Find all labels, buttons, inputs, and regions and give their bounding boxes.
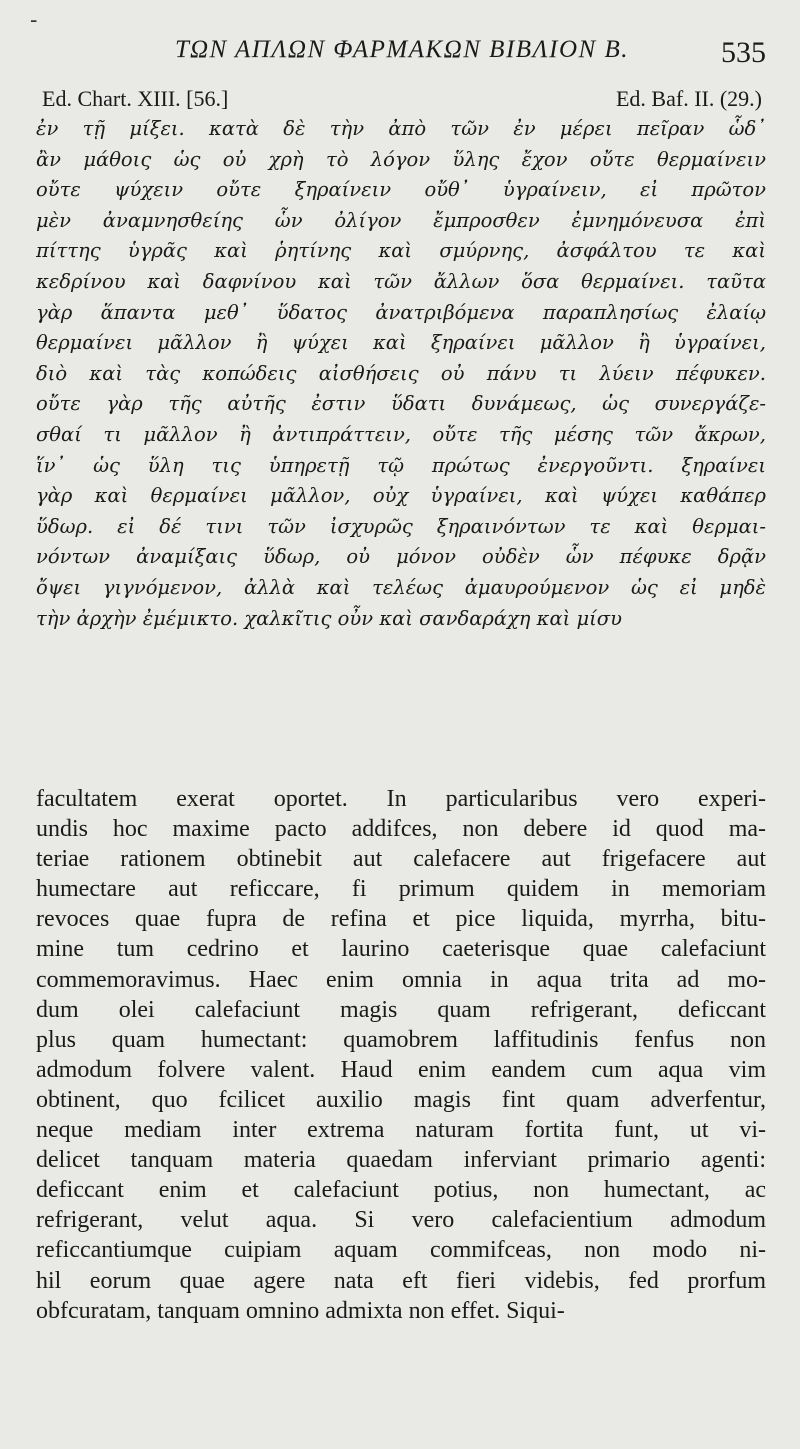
greek-text-line: οὔτε γὰρ τῆς αὐτῆς ἐστιν ὕδατι δυνάμεως, ὡς συνεργάζε- — [36, 392, 766, 416]
latin-text-line: hil eorum quae agere nata eft fieri videbis, fed prorfum — [36, 1267, 766, 1294]
latin-text-line: admodum folvere valent. Haud enim eandem cum aqua vim — [36, 1056, 766, 1083]
running-title: ΤΩΝ ΑΠΛΩΝ ΦΑΡΜΑΚΩΝ ΒΙΒΛΙΟΝ Β. — [175, 36, 629, 63]
latin-text-line: plus quam humectant: quamobrem laffitudinis fenfus non — [36, 1026, 766, 1053]
corner-mark: - — [30, 8, 38, 33]
latin-text-line: commemoravimus. Haec enim omnia in aqua trita ad mo- — [36, 966, 766, 993]
greek-text-line: διὸ καὶ τὰς κοπώδεις αἰσθήσεις οὐ πάνυ τι λύειν πέφυκεν. — [36, 361, 766, 385]
greek-text-line: θερμαίνει μᾶλλον ἢ ψύχει καὶ ξηραίνει μᾶλλον ἢ ὑγραίνει, — [36, 331, 766, 355]
latin-text-line: deficcant enim et calefaciunt potius, non humectant, ac — [36, 1177, 766, 1204]
latin-text-block — [36, 784, 766, 1326]
latin-text-line: teriae rationem obtinebit aut calefacere aut frigefacere aut — [36, 846, 766, 873]
latin-text-line: delicet tanquam materia quaedam inferviant primario agenti: — [36, 1147, 766, 1174]
latin-text-line: reficcantiumque cuipiam aquam commifceas, non modo ni- — [36, 1237, 766, 1264]
greek-text-line: γὰρ καὶ θερμαίνει μᾶλλον, οὐχ ὑγραίνει, καὶ ψύχει καθάπερ — [36, 484, 766, 508]
greek-text-line: γὰρ ἅπαντα μεθ᾽ ὕδατος ἀνατριβόμενα παραπλησίως ἐλαίῳ — [36, 300, 766, 324]
greek-text-block — [36, 114, 766, 634]
latin-text-line: humectare aut reficcare, fi primum quidem in memoriam — [36, 876, 766, 903]
greek-text-line: ἂν μάθοις ὡς οὐ χρὴ τὸ λόγον ὕλης ἔχον οὔτε θερμαίνειν — [36, 147, 766, 171]
latin-text-line: revoces quae fupra de refina et pice liquida, myrrha, bitu- — [36, 906, 766, 933]
greek-text-line: σθαί τι μᾶλλον ἢ ἀντιπράττειν, οὔτε τῆς μέσης τῶν ἄκρων, — [36, 422, 766, 446]
latin-text-line: obfcuratam, tanquam omnino admixta non effet. Siqui- — [36, 1297, 565, 1324]
greek-text-line: τὴν ἀρχὴν ἐμέμικτο. χαλκῖτις οὖν καὶ σανδαράχη καὶ μίσυ — [36, 606, 622, 630]
latin-text-line: mine tum cedrino et laurino caeterisque quae calefaciunt — [36, 936, 766, 963]
greek-text-line: μὲν ἀναμνησθείης ὧν ὀλίγον ἔμπροσθεν ἐμνημόνευσα ἐπὶ — [36, 208, 766, 232]
edition-reference-left: Ed. Chart. XIII. [56.] — [42, 86, 229, 111]
greek-text-line: ἵν᾽ ὡς ὕλη τις ὑπηρετῇ τῷ πρώτως ἐνεργοῦντι. ξηραίνει — [36, 453, 766, 477]
latin-text-line: undis hoc maxime pacto addifces, non debere id quod ma- — [36, 816, 766, 843]
greek-text-line: ὄψει γιγνόμενον, ἀλλὰ καὶ τελέως ἀμαυρούμενον ὡς εἰ μηδὲ — [36, 575, 766, 599]
latin-text-line: obtinent, quo fcilicet auxilio magis fint quam adverfentur, — [36, 1086, 766, 1113]
greek-text-line: κεδρίνου καὶ δαφνίνου καὶ τῶν ἄλλων ὅσα θερμαίνει. ταῦτα — [36, 269, 766, 293]
latin-text-line: refrigerant, velut aqua. Si vero calefacientium admodum — [36, 1207, 766, 1234]
latin-text-line: dum olei calefaciunt magis quam refrigerant, deficcant — [36, 996, 766, 1023]
greek-text-line: νόντων ἀναμίξαις ὕδωρ, οὐ μόνον οὐδὲν ὧν πέφυκε δρᾷν — [36, 545, 766, 569]
latin-text-line: facultatem exerat oportet. In particularibus vero experi- — [36, 786, 766, 812]
greek-text-line: ὕδωρ. εἰ δέ τινι τῶν ἰσχυρῶς ξηραινόντων τε καὶ θερμαι- — [36, 514, 766, 538]
edition-reference-right: Ed. Baf. II. (29.) — [615, 86, 762, 111]
latin-text-line: neque mediam inter extrema naturam fortita funt, ut vi- — [36, 1117, 766, 1144]
greek-text-line: οὔτε ψύχειν οὔτε ξηραίνειν οὔθ᾽ ὑγραίνειν, εἰ πρῶτον — [36, 178, 766, 202]
greek-text-line: ἐν τῇ μίξει. κατὰ δὲ τὴν ἀπὸ τῶν ἐν μέρει πεῖραν ὧδ᾽ — [36, 117, 766, 140]
page-number: 535 — [721, 36, 766, 69]
greek-text-line: πίττης ὑγρᾶς καὶ ῥητίνης καὶ σμύρνης, ἀσφάλτου τε καὶ — [36, 239, 766, 263]
